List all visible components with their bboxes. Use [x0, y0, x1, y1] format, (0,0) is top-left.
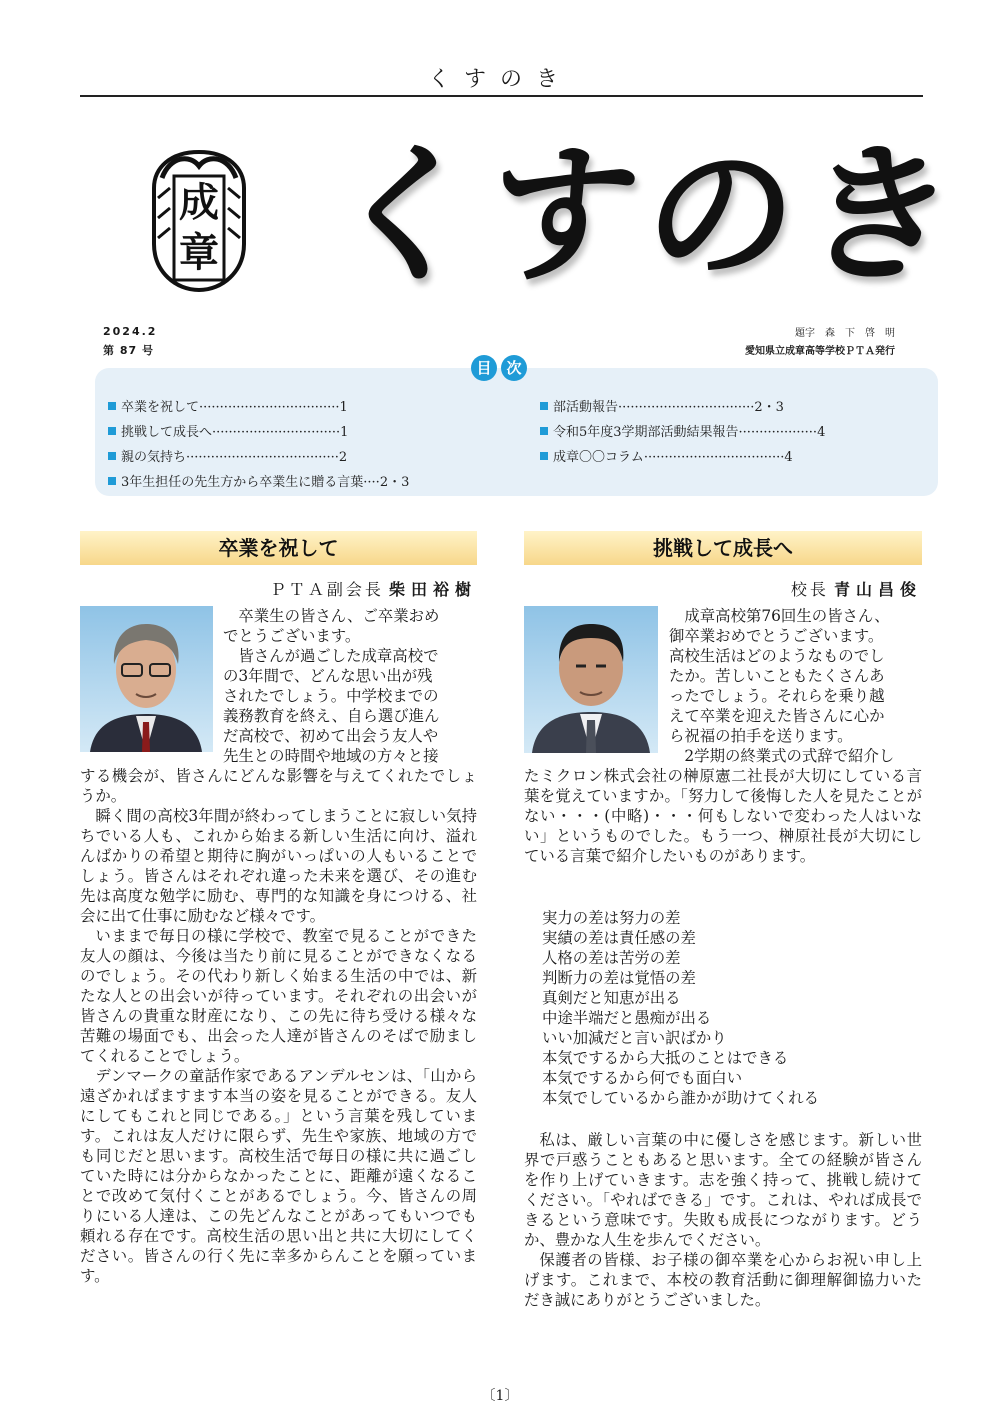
bullet-icon [540, 427, 548, 435]
paragraph: する機会が、皆さんにどんな影響を与えてくれたでしょうか。 [80, 767, 477, 805]
quote-verse [542, 908, 922, 1108]
emblem-text: 成章 [179, 180, 219, 276]
portrait-icon [80, 606, 213, 752]
author-name: 青山昌俊 [833, 580, 922, 599]
verse-line: 実力の差は努力の差 [542, 909, 681, 927]
text-line: 義務教育を終え、自ら選び進ん [223, 707, 440, 725]
byline-left [80, 577, 477, 600]
masthead-title: くすのき [320, 127, 972, 303]
bullet-icon [108, 402, 116, 410]
author-role: 校長 [790, 580, 829, 599]
toc-item[interactable]: 親の気持ち·····································2 [108, 446, 347, 465]
article-left-body [80, 766, 477, 1286]
text-line: たか。苦しいこともたくさんあ [669, 667, 885, 685]
toc-item[interactable]: 挑戦して成長へ·······························1 [108, 421, 348, 440]
toc-badge-2: 次 [501, 355, 527, 381]
verse-line: 本気でしているから誰かが助けてくれる [542, 1089, 820, 1107]
running-title: くすのき [427, 67, 572, 92]
paragraph: いままで毎日の様に学校で、教室で見ることができた友人の顔は、今後は当たり前に見ることができなくなるのでしょう。その代わり新しく始まる生活の中では、新たな人との出会いが待っています。それぞれの出会いが皆さんの貴重な財産になり、この先に待ち受ける様々な苦難の場面でも、出会った人達が皆さんのそばで励ましてくれることでしょう。 [80, 927, 477, 1065]
text-line: 成章高校第76回生の皆さん、 [684, 607, 890, 625]
text-line: 高校生活はどのようなものでし [669, 647, 885, 665]
text-line: されたでしょう。中学校までの [223, 687, 439, 705]
school-emblem [150, 148, 248, 294]
text-line: 2学期の終業式の式辞で紹介し [684, 747, 895, 765]
bullet-icon [540, 402, 548, 410]
verse-line: 本気でするから何でも面白い [542, 1069, 743, 1087]
verse-line: 判断力の差は覚悟の差 [542, 969, 696, 987]
article-right-body [524, 766, 922, 866]
article-right-intro [669, 606, 922, 766]
verse-line: 実績の差は責任感の差 [542, 929, 696, 947]
paragraph: たミクロン株式会社の榊原憲二社長が大切にしている言葉を覚えていますか。「努力して後悔した人を見たことがない・・・(中略)・・・何もしないで変わった人はいない」というものでした。もう一つ、榊原社長が大切にしている言葉で紹介したいものがあります。 [524, 767, 922, 865]
toc-item[interactable]: 令和5年度3学期部活動結果報告···················4 [540, 421, 825, 440]
article-right-closing [524, 1130, 922, 1310]
bullet-icon [108, 427, 116, 435]
text-line: えて卒業を迎えた皆さんに心か [669, 707, 885, 725]
verse-line: 人格の差は苦労の差 [542, 949, 681, 967]
text-line: 卒業生の皆さん、ご卒業おめ [238, 607, 440, 625]
toc-item[interactable]: 成章〇〇コラム··································4 [540, 446, 793, 465]
text-line: 先生との時間や地域の方々と接 [223, 747, 439, 765]
text-line: 御卒業おめでとうございます。 [669, 627, 884, 645]
toc-item[interactable]: 3年生担任の先生方から卒業生に贈る言葉····2・3 [108, 471, 409, 490]
article-heading-left: 卒業を祝して [80, 531, 477, 565]
toc-badge-1: 目 [471, 355, 497, 381]
text-line: 皆さんが過ごした成章高校で [238, 647, 439, 665]
verse-line: 真剣だと知恵が出る [542, 989, 681, 1007]
toc-item[interactable]: 卒業を祝して··································1 [108, 396, 348, 415]
author-photo [80, 606, 213, 752]
paragraph: 保護者の皆様、お子様の御卒業を心からお祝い申し上げます。これまで、本校の教育活動に御理解御協力いただき誠にありがとうございました。 [524, 1251, 922, 1309]
page-number: 〔1〕 [481, 1388, 519, 1404]
header-rule [80, 95, 923, 97]
toc-item[interactable]: 部活動報告·································2・3 [540, 396, 784, 415]
text-line: でとうございます。 [223, 627, 361, 645]
article-heading-right: 挑戦して成長へ [524, 531, 922, 565]
verse-line: 本気でするから大抵のことはできる [542, 1049, 789, 1067]
verse-line: 中途半端だと愚痴が出る [542, 1009, 712, 1027]
portrait-icon [524, 606, 658, 753]
bullet-icon [108, 477, 116, 485]
paragraph: デンマークの童話作家であるアンデルセンは、「山から遠ざかればますます本当の姿を見ることができる。友人にしてもこれと同じである。」という言葉を残しています。これは友人だけに限らず、先生や家族、地域の方でも同じだと思います。高校生活で毎日の様に共に過ごしていた時には分からなかったことに、距離が遠くなることで改めて気付くことがあるでしょう。今、皆さんの周りにいる人達は、この先どんなことがあってもいつでも頼れる存在です。高校生活の思い出と共に大切にしてください。皆さんの行く先に幸多からんことを願っています。 [80, 1067, 477, 1285]
bullet-icon [108, 452, 116, 460]
verse-line: いい加減だと言い訳ばかり [542, 1029, 727, 1047]
author-name: 柴田裕樹 [388, 580, 477, 599]
paragraph: 私は、厳しい言葉の中に優しさを感じます。新しい世界で戸惑うこともあると思います。全ての経験が皆さんを作り上げていきます。志を強く持って、挑戦し続けてください。「やればできる」です。これは、やれば成長できるという意味です。失敗も成長につながります。どうか、豊かな人生を歩んでください。 [524, 1131, 922, 1249]
author-photo [524, 606, 658, 753]
publisher: 愛知県立成章高等学校ＰＴＡ発行 [745, 346, 895, 357]
text-line: ったでしょう。それらを乗り越 [669, 687, 885, 705]
byline-right [524, 577, 922, 600]
text-line: だ高校で、初めて出会う友人や [223, 727, 439, 745]
text-line: の3年間で、どんな思い出が残 [223, 667, 433, 685]
author-role: ＰＴＡ副会長 [269, 580, 384, 599]
text-line: ら祝福の拍手を送ります。 [669, 727, 853, 745]
paragraph: 瞬く間の高校3年間が終わってしまうことに寂しい気持ちでいる人も、これから始まる新しい生活に向け、溢れんばかりの希望と期待に胸がいっぱいの人もいることでしょう。皆さんはそれぞれ違った未来を選び、その進む先は高度な勉学に励む、専門的な知識を身につける、社会に出て仕事に励むなど様々です。 [80, 807, 477, 925]
issue-number: 第 87 号 [103, 344, 154, 357]
article-left-intro [223, 606, 477, 766]
issue-date: 2024.2 [103, 325, 158, 338]
bullet-icon [540, 452, 548, 460]
calligraphy-credit: 題字 森 下 啓 明 [795, 328, 895, 339]
